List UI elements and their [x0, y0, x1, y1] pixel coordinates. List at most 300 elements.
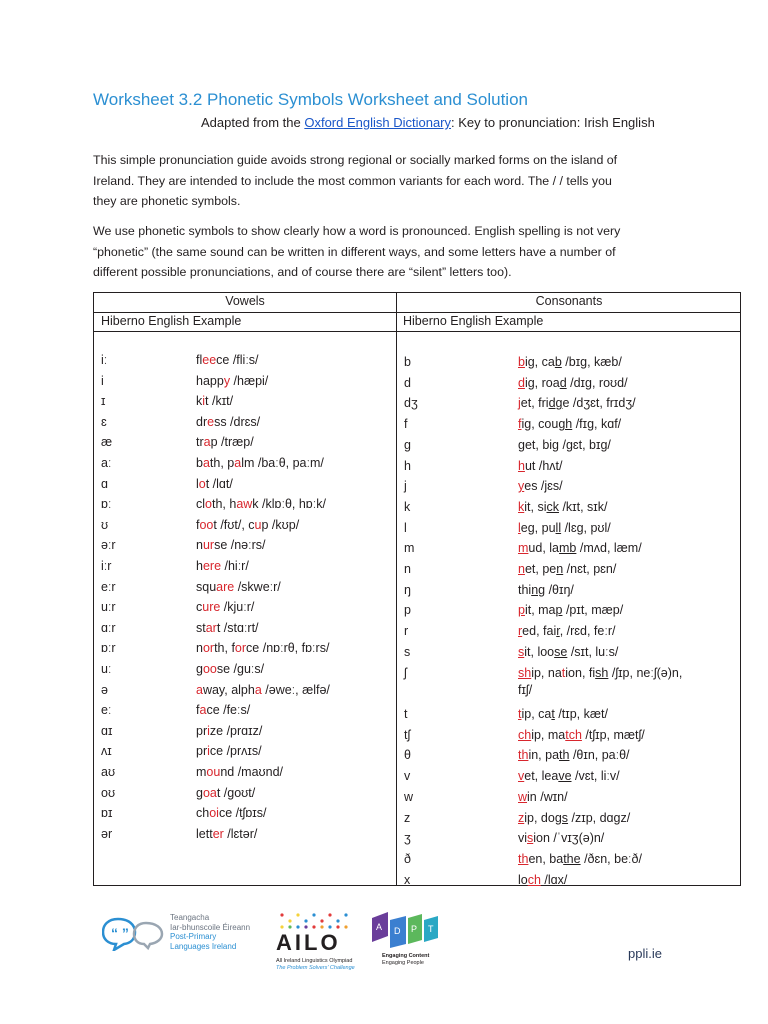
example-segment: se /guːs/ — [216, 662, 265, 676]
example-segment: r — [518, 624, 523, 639]
example-segment: th, h — [211, 497, 237, 512]
example-segment: ce /feːs/ — [206, 703, 251, 718]
consonant-example — [518, 479, 563, 494]
vowel-symbol: ʊ — [101, 517, 109, 532]
example-segment: in, pa — [528, 748, 560, 763]
vowel-example — [196, 641, 329, 656]
site-url[interactable]: ppli.ie — [628, 946, 662, 961]
vowel-symbol: iːr — [101, 559, 112, 573]
example-segment: thi — [518, 582, 532, 597]
example-segment: m — [518, 541, 529, 556]
consonant-example — [518, 769, 620, 784]
example-segment: st — [196, 620, 206, 635]
example-segment: /pɪt, mæp/ — [562, 603, 624, 618]
vowel-symbol: uː — [101, 662, 112, 676]
adpt-tagline — [382, 953, 429, 967]
example-segment: y — [223, 373, 231, 388]
example-segment: et, fri — [520, 396, 549, 411]
vowel-example — [196, 662, 264, 677]
example-segment: ed, fai — [522, 624, 557, 639]
logo-dot — [304, 925, 307, 928]
consonant-example — [518, 748, 630, 763]
ailo-line: The Problem Solvers' Challenge — [276, 965, 355, 971]
logo-line: Post-Primary — [170, 932, 217, 941]
consonant-example — [518, 728, 645, 743]
example-segment: r — [556, 624, 560, 639]
consonant-symbol: g — [404, 437, 411, 452]
explanation-paragraph — [93, 221, 683, 283]
example-segment: t /stɑːrt/ — [216, 620, 259, 635]
consonant-symbol: ʒ — [404, 831, 411, 846]
example-segment: it, ma — [524, 603, 556, 618]
consonant-symbol: p — [404, 603, 411, 618]
example-segment: ut /hʌt/ — [524, 458, 563, 473]
vowel-example — [196, 580, 281, 595]
example-segment: j — [518, 396, 521, 411]
example-segment: /kjuːr/ — [220, 600, 255, 615]
vowel-example — [196, 724, 262, 739]
logo-dot — [280, 925, 283, 928]
example-segment: o — [205, 497, 212, 512]
example-segment: f — [196, 703, 200, 718]
logo-dot — [344, 913, 347, 916]
ppli-logo-text — [170, 913, 250, 951]
example-segment: l — [518, 520, 521, 535]
svg-text:P: P — [411, 924, 418, 934]
example-segment: th — [518, 748, 529, 763]
logo-dot — [328, 925, 331, 928]
example-segment: /lɛtər/ — [223, 826, 258, 841]
example-segment: /ʃɪp, neːʃ(ə)n, — [608, 665, 683, 680]
vowel-symbol: ɒː — [101, 497, 112, 512]
logo-dot — [288, 919, 291, 922]
example-segment: h — [518, 458, 525, 473]
example-segment: u — [254, 517, 262, 532]
example-segment: n — [196, 641, 203, 656]
header-rule — [94, 312, 740, 313]
example-segment: c — [196, 600, 203, 615]
consonant-example — [518, 583, 574, 598]
consonant-example — [518, 541, 642, 556]
consonant-symbol: m — [404, 541, 415, 556]
vowel-symbol: ɑ — [101, 476, 108, 491]
example-segment: z — [518, 810, 525, 825]
example-segment: ip, do — [524, 810, 555, 825]
example-segment: ion /ˈvɪʒ(ə)n/ — [533, 831, 605, 846]
example-segment: th, f — [214, 641, 235, 656]
example-segment: /skweːr/ — [234, 579, 281, 594]
vowel-example — [196, 600, 254, 615]
consonant-example — [518, 645, 618, 660]
consonant-example — [518, 624, 615, 639]
consonant-example — [518, 790, 568, 805]
consonant-symbol: n — [404, 562, 411, 576]
consonant-example — [518, 831, 604, 846]
example-segment: d — [518, 375, 525, 390]
example-segment: /ðɛn, beːð/ — [580, 851, 642, 866]
example-segment: w — [518, 789, 528, 804]
consonant-example — [518, 500, 607, 515]
vowel-example — [196, 353, 259, 368]
example-segment: /mʌd, læm/ — [576, 541, 642, 556]
intro-line: Ireland. They are intended to include the most common variants for each word. The / / tells you — [93, 173, 612, 188]
example-segment: b — [196, 456, 203, 470]
vowel-symbol: aʊ — [101, 765, 116, 779]
example-segment: way, alph — [202, 682, 255, 697]
example-segment: it, si — [524, 499, 547, 514]
example-segment: p — [555, 603, 563, 618]
example-segment: /kɪt, sɪk/ — [558, 499, 608, 514]
example-segment: g — [196, 785, 203, 800]
consonant-symbol: t — [404, 707, 408, 721]
vowel-symbol: ə — [101, 682, 108, 697]
logo-line: Teangacha — [170, 913, 210, 922]
example-segment: ig, cou — [521, 417, 559, 432]
consonant-example — [518, 873, 567, 888]
logo-dot — [312, 913, 315, 916]
consonant-example — [518, 438, 611, 453]
consonant-example — [518, 666, 682, 681]
vowel-symbol: iː — [101, 353, 108, 367]
consonant-symbol: f — [404, 417, 408, 432]
vowel-example — [196, 456, 324, 471]
example-segment: t /goʊt/ — [216, 785, 256, 800]
example-segment: sh — [595, 665, 609, 680]
logo-dot — [312, 925, 315, 928]
example-segment: /nɛt, pɛn/ — [563, 562, 617, 576]
subtitle-pre: Adapted from the — [201, 115, 305, 130]
vowel-example — [196, 765, 283, 780]
example-segment: h — [196, 559, 203, 573]
vowel-example — [196, 559, 249, 574]
example-segment: tr — [196, 435, 204, 450]
vowel-example — [196, 497, 326, 512]
example-segment: s — [518, 644, 525, 659]
vowel-symbol: i — [101, 373, 104, 388]
example-segment: oo — [202, 662, 217, 676]
vowel-symbol: ɑɪ — [101, 723, 113, 738]
example-segment: ss /drɛs/ — [214, 414, 261, 429]
consonant-example — [518, 811, 630, 826]
logo-dot — [280, 913, 283, 916]
example-segment: eg, pu — [520, 520, 556, 535]
example-segment: a — [234, 456, 242, 470]
example-segment: ure — [202, 600, 221, 615]
example-segment: ion, fi — [565, 665, 596, 680]
example-segment: en, ba — [528, 851, 564, 866]
example-segment: lm /baːθ, paːm/ — [241, 456, 324, 470]
example-segment: th, p — [209, 456, 235, 470]
example-segment: ze /prɑɪz/ — [209, 723, 263, 738]
consonant-symbol: b — [404, 355, 411, 369]
vowel-symbol: ɑːr — [101, 620, 116, 635]
example-segment: k /klɒːθ, hɒːk/ — [252, 497, 326, 512]
example-segment: in /wɪn/ — [527, 789, 568, 804]
example-segment: /vɛt, liːv/ — [571, 769, 620, 784]
example-segment: t /lɑt/ — [205, 476, 233, 491]
example-segment: b — [518, 355, 525, 369]
example-segment: /θɪn, paːθ/ — [569, 748, 630, 763]
consonant-symbol: s — [404, 644, 411, 659]
adpt-tiles-icon — [370, 910, 440, 952]
example-segment: oa — [202, 785, 217, 800]
adpt-line: Engaging Content — [382, 953, 430, 959]
svg-text:A: A — [376, 922, 383, 932]
example-segment: /bɪg, kæb/ — [561, 355, 622, 369]
consonant-example — [518, 396, 636, 411]
consonant-symbol: h — [404, 458, 411, 473]
consonant-symbol: ð — [404, 851, 411, 866]
example-segment: ll — [555, 520, 562, 535]
example-segment: ig, roa — [524, 375, 560, 390]
consonant-example — [518, 355, 622, 370]
consonant-example — [518, 707, 608, 722]
consonant-symbol: l — [404, 520, 407, 535]
example-segment: se /nəːrs/ — [214, 538, 266, 553]
ailo-line: All Ireland Linguistics Olympiad — [276, 958, 353, 964]
example-segment: ck — [546, 499, 559, 514]
example-segment: ip, ma — [531, 727, 566, 742]
consonant-example — [518, 852, 642, 867]
vowel-example — [196, 744, 262, 759]
example-segment: i — [207, 723, 210, 738]
example-segment: i — [207, 744, 210, 759]
example-segment: /lɑx/ — [540, 872, 568, 887]
logo-dot — [336, 925, 339, 928]
example-segment: /fɪg, kɑf/ — [572, 417, 622, 432]
example-segment: ou — [206, 765, 221, 779]
example-segment: or — [234, 641, 247, 656]
oed-link[interactable]: Oxford English Dictionary — [304, 115, 452, 130]
example-segment: n — [556, 562, 564, 576]
example-segment: d — [559, 375, 567, 390]
example-segment: lo — [518, 872, 528, 887]
footer-logos — [0, 900, 768, 980]
vowel-example — [196, 827, 257, 842]
example-segment: /tʃɪp, mætʃ/ — [581, 727, 645, 742]
example-segment: /lɛg, pʊl/ — [561, 520, 611, 535]
vowel-example — [196, 806, 266, 821]
example-segment: oo — [199, 517, 214, 532]
example-segment: /dɪg, roʊd/ — [566, 375, 628, 390]
example-segment: pr — [196, 723, 208, 738]
example-segment: ip, na — [531, 665, 562, 680]
example-segment: e — [207, 414, 215, 429]
example-segment: et, lea — [524, 769, 559, 784]
vowel-symbol: ər — [101, 826, 113, 841]
example-segment: ig, ca — [524, 355, 555, 369]
example-segment: a — [199, 703, 207, 718]
consonant-symbol: x — [404, 872, 411, 887]
vowel-example — [196, 435, 254, 450]
example-segment: se — [554, 644, 568, 659]
example-segment: t — [561, 665, 566, 680]
example-segment: fl — [196, 353, 203, 367]
example-segment: , /rɛd, feːr/ — [559, 624, 616, 639]
logo-dot — [296, 913, 299, 916]
vowel-symbol: ɒːr — [101, 641, 116, 656]
example-segment: sh — [518, 665, 532, 680]
example-segment: t — [551, 707, 555, 721]
example-segment: et, pe — [524, 562, 557, 576]
ppli-logo — [102, 913, 251, 956]
example-segment: ud, la — [528, 541, 560, 556]
example-segment: /sɪt, luːs/ — [567, 644, 619, 659]
consonant-symbol: r — [404, 624, 409, 639]
example-segment: th — [559, 748, 570, 763]
example-segment: k — [518, 499, 525, 514]
logo-dot — [344, 925, 347, 928]
dots-icon — [278, 912, 358, 932]
example-segment: oi — [209, 806, 219, 821]
example-segment: ve — [558, 769, 572, 784]
vowel-example — [196, 703, 250, 718]
ailo-wordmark: AILO — [276, 930, 341, 955]
example-segment: es /jɛs/ — [524, 479, 563, 494]
example-segment: a — [203, 435, 211, 450]
example-segment: a — [254, 682, 262, 697]
example-segment: /əweː, ælfə/ — [261, 682, 330, 697]
explanation-line: We use phonetic symbols to show clearly how a word is pronounced. English spelling is not very — [93, 224, 621, 238]
example-segment: a — [202, 456, 210, 470]
example-segment: f — [518, 417, 522, 432]
consonant-symbol: tʃ — [404, 727, 411, 742]
example-segment: i — [202, 394, 206, 409]
vowel-example — [196, 415, 260, 430]
example-segment: ar — [205, 620, 217, 635]
consonant-symbol: d — [404, 375, 411, 390]
adpt-line: Engaging People — [382, 960, 424, 966]
consonant-example-cont: fɪʃ/ — [518, 682, 533, 697]
example-segment: l — [196, 476, 199, 491]
explanation-line: “phonetic” (the same sound can be written in different ways, and some letters have a number of — [93, 244, 616, 259]
consonant-example — [518, 417, 621, 432]
example-segment: g — [518, 437, 525, 452]
consonant-example — [518, 459, 562, 474]
example-segment: s — [527, 831, 534, 846]
example-segment: ch — [196, 806, 210, 821]
logo-dot — [320, 919, 323, 922]
vowel-symbol: eː — [101, 703, 112, 718]
subtitle-post: : Key to pronunciation: Irish English — [451, 115, 655, 130]
vowel-symbol: ɒɪ — [101, 806, 113, 821]
example-segment: ch — [518, 727, 532, 742]
logo-dot — [288, 925, 291, 928]
example-segment: gs — [554, 810, 569, 825]
consonant-example — [518, 562, 616, 577]
intro-line: This simple pronunciation guide avoids strong regional or socially marked forms on the island of — [93, 153, 618, 167]
example-segment: y — [518, 479, 525, 494]
consonant-example — [518, 603, 623, 618]
example-segment: ce /prʌɪs/ — [209, 744, 262, 759]
example-segment: are — [216, 579, 235, 594]
example-segment: dg — [548, 396, 563, 411]
example-segment: b — [554, 355, 562, 369]
example-segment: t /kɪt/ — [205, 394, 234, 409]
example-segment: t — [518, 707, 522, 721]
consonant-example — [518, 376, 628, 391]
example-segment: or — [202, 641, 215, 656]
vowel-example — [196, 683, 330, 698]
example-segment: /θɪŋ/ — [545, 582, 574, 597]
vowel-example — [196, 394, 233, 409]
adpt-logo — [370, 910, 440, 966]
svg-text:“ ”: “ ” — [111, 925, 129, 941]
vowel-example — [196, 477, 233, 492]
example-segment: gh — [558, 417, 573, 432]
vowel-example — [196, 518, 299, 533]
example-segment: ce /nɒːrθ, fɒːrs/ — [246, 641, 330, 656]
vowel-example — [196, 621, 259, 636]
logo-dot — [296, 925, 299, 928]
explanation-line: different possible pronunciations, and of course there are “silent” letters too). — [93, 265, 512, 279]
example-segment: t /fʊt/, c — [213, 517, 255, 532]
vowel-symbol: aː — [101, 456, 112, 470]
example-segment: mb — [559, 541, 577, 556]
example-segment: pr — [196, 744, 208, 759]
consonant-example — [518, 521, 611, 536]
consonant-symbol: z — [404, 810, 411, 825]
example-segment: g — [196, 662, 203, 676]
example-segment: nd /maʊnd/ — [220, 765, 284, 779]
consonant-symbol: θ — [404, 748, 411, 763]
consonant-symbol: ʃ — [404, 665, 407, 680]
logo-line: Languages Ireland — [170, 941, 237, 951]
subheader-rule — [94, 331, 740, 332]
example-segment: ce /tʃɒɪs/ — [218, 806, 267, 821]
example-segment: lett — [196, 826, 213, 841]
example-segment: /tɪp, kæt/ — [554, 707, 608, 721]
subtitle — [201, 115, 655, 130]
example-segment: ce /fliːs/ — [216, 353, 259, 367]
example-segment: vi — [518, 831, 528, 846]
example-segment: n — [518, 562, 525, 576]
example-segment: aw — [236, 497, 253, 512]
vowel-symbol: ɛ — [101, 414, 107, 429]
consonant-symbol: ŋ — [404, 582, 411, 597]
vowel-symbol: æ — [101, 435, 113, 450]
example-segment: dr — [196, 414, 208, 429]
example-segment: o — [198, 476, 206, 491]
example-segment: squ — [196, 579, 217, 594]
example-segment: ee — [202, 353, 217, 367]
example-segment: n — [196, 538, 203, 553]
example-segment: v — [518, 769, 525, 784]
example-segment: et, big /gɛt, bɪg/ — [524, 437, 611, 452]
vowels-heading: Vowels — [225, 294, 265, 308]
ailo-tagline — [276, 958, 355, 972]
svg-text:T: T — [428, 924, 434, 934]
example-segment: it, loo — [524, 644, 555, 659]
consonant-symbol: dʒ — [404, 396, 418, 411]
speech-bubbles-icon — [102, 917, 164, 951]
intro-line: they are phonetic symbols. — [93, 194, 241, 208]
vowel-symbol: ʌɪ — [101, 744, 112, 759]
vowel-symbol: uːr — [101, 600, 116, 615]
example-segment: ch — [527, 872, 541, 887]
vowel-symbol: əːr — [101, 538, 116, 553]
page-title: Worksheet 3.2 Phonetic Symbols Worksheet and Solution — [93, 90, 528, 109]
vowel-symbol: eːr — [101, 579, 116, 594]
phonetic-table — [93, 292, 741, 886]
logo-line: Iar-bhunscoile Éireann — [170, 922, 251, 932]
consonant-symbol: k — [404, 499, 411, 514]
vowel-example — [196, 786, 255, 801]
svg-text:D: D — [394, 926, 401, 936]
example-segment: ur — [202, 538, 215, 553]
consonant-symbol: v — [404, 769, 411, 784]
example-segment: a — [196, 682, 203, 697]
